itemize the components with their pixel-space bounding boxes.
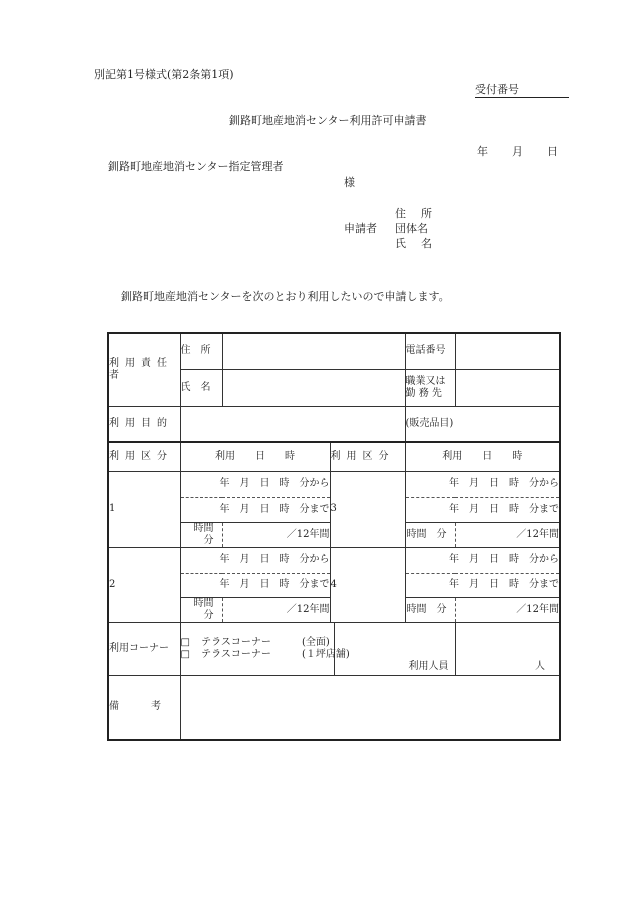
checkbox-icon[interactable]: □ <box>180 648 190 660</box>
slot-3-hours[interactable]: 時間 分 <box>405 522 455 547</box>
occupation-label-line2: 勤 務 先 <box>405 387 442 399</box>
checkbox-icon[interactable]: □ <box>180 636 190 648</box>
date-year: 年 <box>477 145 488 158</box>
applicant-group-label: 団体名 <box>395 222 428 235</box>
slot-row-2a <box>108 547 560 573</box>
slot-4-per12[interactable]: ／12年間 <box>455 597 560 622</box>
category-label-right: 利用区分 <box>330 442 405 471</box>
category-label-left: 利用区分 <box>108 442 180 471</box>
occupation-label <box>405 369 455 406</box>
slot-2-from[interactable]: 年 月 日 時 分から <box>180 547 330 573</box>
purpose-field[interactable] <box>180 406 405 442</box>
users-field[interactable] <box>455 622 560 675</box>
corner-option-2[interactable] <box>180 648 350 661</box>
applicant-name-label: 氏 名 <box>395 237 434 250</box>
slot-2-label: 2 <box>108 547 180 622</box>
name-label: 氏 名 <box>180 369 222 406</box>
slot-2-hours[interactable]: 時間 分 <box>180 597 222 622</box>
sales-items-note: (販売品目) <box>405 417 454 429</box>
category-header-row <box>108 442 560 471</box>
corner-row <box>108 622 560 675</box>
phone-label: 電話番号 <box>405 333 455 369</box>
corner-options <box>180 622 350 675</box>
slot-1-label: 1 <box>108 471 180 547</box>
slot-3-from[interactable]: 年 月 日 時 分から <box>405 471 560 497</box>
corner-option-2-note: (１坪店舗) <box>302 648 350 660</box>
slot-4-hours[interactable]: 時間 分 <box>405 597 455 622</box>
phone-field[interactable] <box>455 333 560 369</box>
responsible-label: 利用責任者 <box>108 333 180 406</box>
corner-option-1-note: (全面) <box>302 636 330 648</box>
corner-option-2-label: テラスコーナー <box>201 648 271 660</box>
corner-option-1-label: テラスコーナー <box>201 636 271 648</box>
slot-1-from[interactable]: 年 月 日 時 分から <box>180 471 330 497</box>
slot-4-from[interactable]: 年 月 日 時 分から <box>405 547 560 573</box>
name-field[interactable] <box>222 369 405 406</box>
receipt-number-label: 受付番号 <box>475 83 569 98</box>
remarks-row <box>108 675 560 740</box>
users-unit: 人 <box>535 660 546 672</box>
slot-3-label: 3 <box>330 471 405 547</box>
users-label: 利用人員 <box>408 660 449 672</box>
purpose-row <box>108 406 560 442</box>
date-day: 日 <box>547 145 558 158</box>
date-month: 月 <box>512 145 523 158</box>
addressee: 釧路町地産地消センター指定管理者 <box>108 160 284 173</box>
slot-4-label: 4 <box>330 547 405 622</box>
responsible-row-1 <box>108 333 560 369</box>
remarks-label: 備 考 <box>108 675 180 740</box>
slot-4-to[interactable]: 年 月 日 時 分まで <box>405 573 560 597</box>
applicant-address-label: 住 所 <box>395 207 434 220</box>
page-title: 釧路町地産地消センター利用許可申請書 <box>229 114 427 127</box>
occupation-label-line1: 職業又は <box>405 375 446 387</box>
sales-items-field[interactable] <box>405 406 560 442</box>
slot-1-to[interactable]: 年 月 日 時 分まで <box>180 497 330 522</box>
corner-option-1[interactable] <box>181 637 334 649</box>
slot-2-to[interactable]: 年 月 日 時 分まで <box>180 573 330 597</box>
corner-label: 利用コーナー <box>108 622 180 675</box>
purpose-label: 利用目的 <box>108 406 180 442</box>
address-label: 住 所 <box>180 333 222 369</box>
slot-1-hours[interactable]: 時間 分 <box>180 522 222 547</box>
remarks-field[interactable] <box>180 675 560 740</box>
address-field[interactable] <box>222 333 405 369</box>
intro-statement: 釧路町地産地消センターを次のとおり利用したいので申請します。 <box>121 290 450 303</box>
users-label-cell <box>334 622 455 675</box>
datetime-label-right: 利用 日 時 <box>405 442 560 471</box>
slot-1-per12[interactable]: ／12年間 <box>222 522 330 547</box>
occupation-field[interactable] <box>455 369 560 406</box>
datetime-label-left: 利用 日 時 <box>180 442 330 471</box>
slot-2-per12[interactable]: ／12年間 <box>222 597 330 622</box>
honorific: 様 <box>344 176 355 189</box>
slot-row-1a <box>108 471 560 497</box>
application-form-table <box>107 332 561 741</box>
slot-3-per12[interactable]: ／12年間 <box>455 522 560 547</box>
slot-3-to[interactable]: 年 月 日 時 分まで <box>405 497 560 522</box>
applicant-label: 申請者 <box>344 222 377 235</box>
form-number: 別記第1号様式(第2条第1項) <box>94 68 234 81</box>
